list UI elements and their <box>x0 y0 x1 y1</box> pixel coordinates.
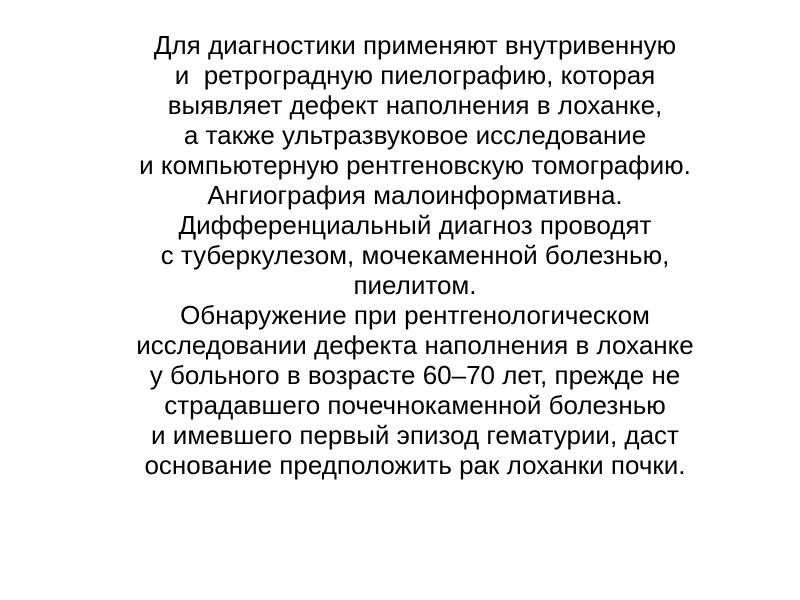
text-line: и ретроградную пиелографию, которая <box>174 60 656 90</box>
text-line: основание предположить рак лоханки почки. <box>144 450 686 480</box>
text-line: Ангиография малоинформативна. <box>207 180 623 210</box>
text-line: Обнаружение при рентгенологическом <box>180 300 650 330</box>
text-line: исследовании дефекта наполнения в лоханке <box>136 330 694 360</box>
text-line: пиелитом. <box>353 270 477 300</box>
text-line: страдавшего почечнокаменной болезнью <box>164 390 666 420</box>
text-line: у больного в возрасте 60–70 лет, прежде не <box>149 360 681 390</box>
text-line: с туберкулезом, мочекаменной болезнью, <box>160 240 670 270</box>
text-line: Для диагностики применяют внутривенную <box>153 30 677 60</box>
body-text <box>40 30 790 480</box>
text-line: и имевшего первый эпизод гематурии, даст <box>151 420 679 450</box>
text-line: выявляет дефект наполнения в лоханке, <box>167 90 663 120</box>
text-line: а также ультразвуковое исследование <box>183 120 647 150</box>
text-line: и компьютерную рентгеновскую томографию. <box>139 150 691 180</box>
text-line: Дифференциальный диагноз проводят <box>178 210 652 240</box>
